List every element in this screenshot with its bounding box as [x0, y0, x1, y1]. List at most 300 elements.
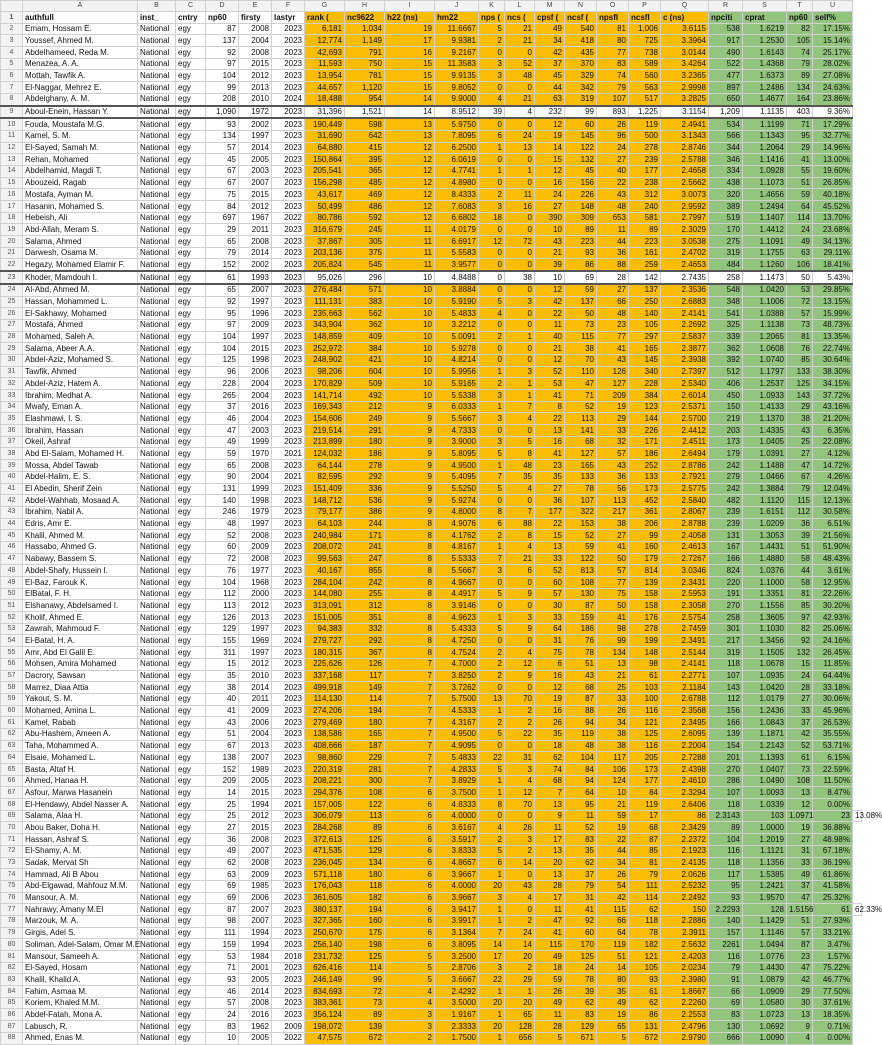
table-cell[interactable]: 208,072 [305, 541, 345, 553]
table-cell[interactable]: 19.60% [813, 165, 853, 177]
table-cell[interactable]: 137 [206, 35, 239, 47]
table-cell[interactable]: 509 [345, 378, 385, 390]
table-cell[interactable]: 2.6014 [661, 390, 709, 402]
table-cell[interactable]: 52 [535, 366, 565, 378]
table-cell[interactable]: 672 [345, 1032, 385, 1044]
table-cell[interactable]: 38 [787, 413, 813, 425]
table-cell[interactable]: egy [176, 271, 206, 284]
header-cell[interactable]: np60 [787, 12, 813, 24]
table-cell[interactable]: 63 [535, 93, 565, 105]
table-cell[interactable]: National [138, 857, 176, 869]
table-cell[interactable]: 14 [385, 93, 435, 105]
table-cell[interactable]: 122 [565, 142, 597, 154]
table-cell[interactable]: 51 [787, 177, 813, 189]
table-cell[interactable]: 167 [709, 541, 743, 553]
row-number[interactable]: 49 [1, 577, 23, 589]
table-cell[interactable]: 2.3491 [661, 635, 709, 647]
table-cell[interactable]: 65 [597, 1021, 629, 1033]
table-cell[interactable]: 52 [206, 530, 239, 542]
table-cell[interactable]: 2002 [239, 259, 272, 271]
table-cell[interactable]: 1,090 [206, 106, 239, 119]
table-cell[interactable]: 3.2825 [661, 93, 709, 105]
table-cell[interactable]: 1.0407 [743, 764, 787, 776]
table-cell[interactable]: 0 [479, 284, 505, 296]
table-cell[interactable]: 43 [597, 354, 629, 366]
table-cell[interactable]: 250 [629, 296, 661, 308]
table-cell[interactable]: egy [176, 506, 206, 518]
table-cell[interactable]: 305 [345, 236, 385, 248]
table-cell[interactable]: 2023 [272, 343, 305, 355]
table-cell[interactable]: 13 [535, 869, 565, 881]
table-cell[interactable]: 5.9956 [435, 366, 479, 378]
table-cell[interactable]: 165 [345, 728, 385, 740]
table-cell[interactable]: 12 [385, 189, 435, 201]
table-cell[interactable]: 7 [385, 728, 435, 740]
table-cell[interactable]: 61 [813, 904, 853, 916]
table-cell[interactable]: 191 [709, 588, 743, 600]
table-cell[interactable]: 176 [629, 612, 661, 624]
table-cell[interactable]: 1 [479, 401, 505, 413]
table-cell[interactable]: 43 [206, 717, 239, 729]
table-cell[interactable]: 0 [479, 319, 505, 331]
column-header-r[interactable]: R [709, 1, 743, 12]
table-cell[interactable]: 6 [385, 869, 435, 881]
table-cell[interactable]: Mostafa, Ahmed [23, 319, 138, 331]
table-cell[interactable]: 48 [597, 201, 629, 213]
table-cell[interactable]: 144 [629, 413, 661, 425]
table-cell[interactable]: 38 [206, 682, 239, 694]
table-cell[interactable]: 48.73% [813, 319, 853, 331]
table-cell[interactable]: 113 [597, 495, 629, 507]
table-cell[interactable]: 3.47% [813, 939, 853, 951]
table-cell[interactable]: 300 [345, 775, 385, 787]
row-number[interactable]: 68 [1, 799, 23, 811]
table-cell[interactable]: 49 [787, 236, 813, 248]
table-cell[interactable]: egy [176, 82, 206, 94]
table-cell[interactable]: 7 [385, 658, 435, 670]
table-cell[interactable]: 1.4335 [743, 425, 787, 437]
table-cell[interactable]: 13 [479, 693, 505, 705]
table-cell[interactable]: 2.2553 [661, 1009, 709, 1021]
table-cell[interactable]: National [138, 1032, 176, 1044]
table-cell[interactable]: 129 [206, 623, 239, 635]
table-cell[interactable]: 367 [345, 647, 385, 659]
table-cell[interactable]: 342 [565, 82, 597, 94]
table-cell[interactable]: 45 [206, 154, 239, 166]
table-cell[interactable]: 2.5837 [661, 331, 709, 343]
table-cell[interactable]: 242 [709, 460, 743, 472]
table-cell[interactable]: 45 [565, 165, 597, 177]
table-cell[interactable]: 2.9592 [661, 201, 709, 213]
table-cell[interactable]: 160 [629, 541, 661, 553]
table-cell[interactable]: 1999 [239, 483, 272, 495]
table-cell[interactable]: 2004 [239, 378, 272, 390]
table-cell[interactable]: 339 [709, 331, 743, 343]
table-cell[interactable]: 1.1356 [743, 857, 787, 869]
table-cell[interactable]: 4.7524 [435, 647, 479, 659]
table-cell[interactable]: ElBatal, F. H. [23, 588, 138, 600]
table-cell[interactable]: El-Naggar, Mehrez E. [23, 82, 138, 94]
table-cell[interactable]: 2012 [239, 201, 272, 213]
table-cell[interactable]: 1962 [239, 1021, 272, 1033]
table-cell[interactable]: 403 [787, 106, 813, 119]
table-cell[interactable]: egy [176, 705, 206, 717]
table-cell[interactable]: 2003 [239, 165, 272, 177]
table-cell[interactable]: 33 [787, 857, 813, 869]
table-cell[interactable]: 5.5338 [435, 390, 479, 402]
table-cell[interactable]: 284,104 [305, 577, 345, 589]
table-cell[interactable]: 2023 [272, 296, 305, 308]
table-cell[interactable]: 30 [787, 997, 813, 1009]
table-cell[interactable]: 11.85% [813, 658, 853, 670]
table-cell[interactable]: 36.19% [813, 857, 853, 869]
table-cell[interactable]: 1.1473 [743, 271, 787, 284]
table-cell[interactable]: 8.9512 [435, 106, 479, 119]
table-cell[interactable]: 94 [565, 775, 597, 787]
table-cell[interactable]: 1.4431 [743, 541, 787, 553]
table-cell[interactable]: 2022 [272, 212, 305, 224]
table-cell[interactable]: 93 [206, 118, 239, 130]
table-cell[interactable]: 7 [385, 775, 435, 787]
table-cell[interactable]: 92 [206, 296, 239, 308]
header-cell[interactable]: cpsf ( [535, 12, 565, 24]
table-cell[interactable]: 309 [565, 212, 597, 224]
table-cell[interactable]: 3 [505, 612, 535, 624]
row-number[interactable]: 79 [1, 927, 23, 939]
table-cell[interactable]: 477 [709, 70, 743, 82]
table-cell[interactable]: 6.6802 [435, 212, 479, 224]
table-cell[interactable]: 78 [565, 974, 597, 986]
table-cell[interactable]: 2023 [272, 682, 305, 694]
table-cell[interactable]: 311 [206, 647, 239, 659]
table-cell[interactable]: Salama, Ahmed [23, 236, 138, 248]
table-cell[interactable]: 43 [505, 880, 535, 892]
table-cell[interactable]: 158 [629, 588, 661, 600]
table-cell[interactable]: 239 [709, 518, 743, 530]
table-cell[interactable]: 2013 [239, 740, 272, 752]
table-cell[interactable]: National [138, 647, 176, 659]
table-cell[interactable]: 3 [385, 1009, 435, 1021]
table-cell[interactable]: 2023 [272, 728, 305, 740]
table-cell[interactable]: Mohamed, Amina L. [23, 705, 138, 717]
table-cell[interactable]: National [138, 600, 176, 612]
table-cell[interactable]: 117 [597, 752, 629, 764]
table-cell[interactable]: 1.3456 [743, 635, 787, 647]
table-cell[interactable]: 130 [709, 1021, 743, 1033]
table-cell[interactable]: 2.4292 [435, 986, 479, 998]
table-cell[interactable]: 361,605 [305, 892, 345, 904]
table-cell[interactable]: 2004 [239, 35, 272, 47]
table-cell[interactable]: 7 [385, 670, 435, 682]
table-cell[interactable]: 2.4511 [661, 436, 709, 448]
table-cell[interactable]: 44 [597, 236, 629, 248]
table-cell[interactable]: 24.16% [813, 635, 853, 647]
table-cell[interactable]: 198 [345, 939, 385, 951]
table-cell[interactable]: 2009 [239, 869, 272, 881]
table-cell[interactable]: 46 [206, 986, 239, 998]
table-cell[interactable]: El-Shamy, A. M. [23, 845, 138, 857]
table-cell[interactable]: El-Sayed, Hosam [23, 962, 138, 974]
table-cell[interactable]: 78 [629, 927, 661, 939]
table-cell[interactable]: Abdel-Aziz, Mohamed S. [23, 354, 138, 366]
table-cell[interactable]: egy [176, 670, 206, 682]
table-cell[interactable]: 471,535 [305, 845, 345, 857]
row-number[interactable]: 63 [1, 740, 23, 752]
table-cell[interactable]: 74 [787, 47, 813, 59]
table-cell[interactable]: 13 [535, 425, 565, 437]
header-cell[interactable]: ncsfl [629, 12, 661, 24]
table-cell[interactable]: 1.0971 [787, 810, 813, 822]
table-cell[interactable]: 2008 [239, 530, 272, 542]
table-cell[interactable]: 36.88% [813, 822, 853, 834]
table-cell[interactable]: 855 [345, 565, 385, 577]
table-cell[interactable]: 68 [565, 436, 597, 448]
table-cell[interactable]: National [138, 366, 176, 378]
table-cell[interactable]: 4.9076 [435, 518, 479, 530]
table-cell[interactable]: 2.3058 [661, 600, 709, 612]
table-cell[interactable]: 47 [787, 460, 813, 472]
row-number[interactable]: 56 [1, 658, 23, 670]
table-cell[interactable]: National [138, 1009, 176, 1021]
row-number[interactable]: 60 [1, 705, 23, 717]
row-number[interactable]: 35 [1, 413, 23, 425]
table-cell[interactable]: 158 [629, 600, 661, 612]
table-cell[interactable]: 77.50% [813, 986, 853, 998]
table-cell[interactable]: National [138, 413, 176, 425]
table-cell[interactable]: 44 [787, 565, 813, 577]
table-cell[interactable]: 5.4333 [435, 623, 479, 635]
table-cell[interactable]: 31 [505, 752, 535, 764]
table-cell[interactable]: egy [176, 189, 206, 201]
table-cell[interactable]: 3.0073 [661, 189, 709, 201]
table-cell[interactable]: 14 [535, 142, 565, 154]
table-cell[interactable]: 6 [385, 904, 435, 916]
table-cell[interactable]: 2008 [239, 857, 272, 869]
table-cell[interactable]: 13.00% [813, 154, 853, 166]
table-cell[interactable]: 28 [535, 880, 565, 892]
table-cell[interactable]: 450 [709, 390, 743, 402]
table-cell[interactable]: 219 [709, 413, 743, 425]
table-cell[interactable]: 41 [597, 541, 629, 553]
table-cell[interactable]: 2004 [239, 390, 272, 402]
table-cell[interactable]: 12 [385, 201, 435, 213]
column-header-l[interactable]: L [505, 1, 535, 12]
header-cell[interactable]: cprat [743, 12, 787, 24]
table-cell[interactable]: 256,140 [305, 939, 345, 951]
table-cell[interactable]: 438 [709, 177, 743, 189]
table-cell[interactable]: 29 [787, 986, 813, 998]
table-cell[interactable]: 49 [206, 436, 239, 448]
table-cell[interactable]: 56 [597, 483, 629, 495]
table-cell[interactable]: 1.1871 [743, 728, 787, 740]
table-cell[interactable]: 16 [535, 436, 565, 448]
table-cell[interactable]: 33 [597, 693, 629, 705]
table-cell[interactable]: 4.8333 [435, 799, 479, 811]
table-cell[interactable]: 0 [479, 682, 505, 694]
table-cell[interactable]: El-Baz, Farouk K. [23, 577, 138, 589]
table-cell[interactable]: 485 [345, 177, 385, 189]
table-cell[interactable]: egy [176, 224, 206, 236]
table-cell[interactable]: 35 [597, 986, 629, 998]
table-cell[interactable]: 97 [206, 58, 239, 70]
table-cell[interactable]: 2023 [272, 974, 305, 986]
table-cell[interactable]: 25 [206, 810, 239, 822]
table-cell[interactable]: 361 [629, 506, 661, 518]
table-cell[interactable]: 217 [709, 635, 743, 647]
table-cell[interactable]: Mohamed, Saleh A. [23, 331, 138, 343]
table-cell[interactable]: 2.2692 [661, 319, 709, 331]
table-cell[interactable]: 89 [345, 822, 385, 834]
table-cell[interactable]: National [138, 658, 176, 670]
table-cell[interactable]: 2010 [239, 670, 272, 682]
table-cell[interactable]: 28.02% [813, 58, 853, 70]
table-cell[interactable]: 9.36% [813, 106, 853, 119]
table-cell[interactable]: 93 [206, 974, 239, 986]
table-cell[interactable]: 77 [597, 577, 629, 589]
table-cell[interactable]: 73 [345, 997, 385, 1009]
column-header-o[interactable]: O [597, 1, 629, 12]
table-cell[interactable]: 51 [787, 541, 813, 553]
table-cell[interactable]: 2 [479, 331, 505, 343]
table-cell[interactable]: 2023 [272, 740, 305, 752]
table-cell[interactable]: 104 [565, 752, 597, 764]
table-cell[interactable]: 122 [345, 799, 385, 811]
table-cell[interactable]: Soliman, Adel-Salam, Omar M.E. [23, 939, 138, 951]
table-cell[interactable]: 2023 [272, 366, 305, 378]
table-cell[interactable]: Hassabo, Ahmed G. [23, 541, 138, 553]
table-cell[interactable]: 28 [787, 682, 813, 694]
table-cell[interactable]: Menazea, A. A. [23, 58, 138, 70]
table-cell[interactable]: 2.5840 [661, 495, 709, 507]
table-cell[interactable]: 83 [709, 1009, 743, 1021]
table-cell[interactable]: 2 [479, 717, 505, 729]
table-cell[interactable]: 2.6095 [661, 728, 709, 740]
table-cell[interactable]: 240,984 [305, 530, 345, 542]
table-cell[interactable]: 6 [385, 845, 435, 857]
table-cell[interactable]: 4.0000 [435, 880, 479, 892]
table-cell[interactable]: 194 [345, 904, 385, 916]
table-cell[interactable]: 2000 [239, 588, 272, 600]
table-cell[interactable]: 2.4141 [661, 308, 709, 320]
header-cell[interactable]: np60 [206, 12, 239, 24]
table-cell[interactable]: 0 [505, 224, 535, 236]
column-header-d[interactable]: D [206, 1, 239, 12]
table-cell[interactable]: 38.30% [813, 366, 853, 378]
table-cell[interactable]: 111,131 [305, 296, 345, 308]
table-cell[interactable]: 225,626 [305, 658, 345, 670]
table-cell[interactable]: 9 [385, 436, 435, 448]
table-cell[interactable]: 52 [565, 401, 597, 413]
table-cell[interactable]: 0 [505, 284, 535, 296]
table-cell[interactable]: 127 [565, 448, 597, 460]
table-cell[interactable]: 1.3053 [743, 530, 787, 542]
table-cell[interactable]: 1.0580 [743, 997, 787, 1009]
table-cell[interactable]: 2.4203 [661, 951, 709, 963]
table-cell[interactable]: 4.8980 [435, 177, 479, 189]
table-cell[interactable]: 38 [597, 728, 629, 740]
table-cell[interactable]: 2.4135 [661, 857, 709, 869]
table-cell[interactable]: 2023 [272, 834, 305, 846]
row-number[interactable]: 44 [1, 518, 23, 530]
table-cell[interactable]: National [138, 799, 176, 811]
table-cell[interactable]: 1994 [239, 799, 272, 811]
table-cell[interactable]: 893 [597, 106, 629, 119]
table-cell[interactable]: 1.2143 [743, 740, 787, 752]
table-cell[interactable]: Abdel-Shafy, Hussein I. [23, 565, 138, 577]
table-cell[interactable]: 589 [629, 58, 661, 70]
table-cell[interactable]: 151,409 [305, 483, 345, 495]
table-cell[interactable]: 33 [535, 612, 565, 624]
table-cell[interactable]: 247 [345, 553, 385, 565]
table-cell[interactable]: 67 [206, 165, 239, 177]
table-cell[interactable]: 1.1488 [743, 460, 787, 472]
table-cell[interactable]: 2.3294 [661, 787, 709, 799]
row-number[interactable]: 61 [1, 717, 23, 729]
table-cell[interactable]: 1.1505 [743, 647, 787, 659]
table-cell[interactable]: 356,124 [305, 1009, 345, 1021]
table-cell[interactable]: 104 [206, 577, 239, 589]
table-cell[interactable]: egy [176, 822, 206, 834]
table-cell[interactable]: 79 [709, 962, 743, 974]
table-cell[interactable]: National [138, 670, 176, 682]
table-cell[interactable]: 4.9500 [435, 728, 479, 740]
table-cell[interactable]: 2023 [272, 483, 305, 495]
table-cell[interactable]: egy [176, 436, 206, 448]
row-number[interactable]: 76 [1, 892, 23, 904]
table-cell[interactable]: 5 [597, 1032, 629, 1044]
table-cell[interactable]: National [138, 939, 176, 951]
table-cell[interactable]: 154,606 [305, 413, 345, 425]
table-cell[interactable]: 25 [206, 799, 239, 811]
table-cell[interactable]: 26 [597, 705, 629, 717]
table-cell[interactable]: 292 [345, 635, 385, 647]
table-cell[interactable]: 1.0466 [743, 471, 787, 483]
table-cell[interactable]: 118 [345, 880, 385, 892]
table-cell[interactable]: 6 [385, 857, 435, 869]
table-cell[interactable]: 3 [479, 201, 505, 213]
table-cell[interactable]: Mansour, A. M. [23, 892, 138, 904]
table-cell[interactable]: 112 [206, 588, 239, 600]
table-cell[interactable]: 3.3964 [661, 35, 709, 47]
table-cell[interactable]: 176,043 [305, 880, 345, 892]
row-number[interactable]: 15 [1, 177, 23, 189]
table-cell[interactable]: 0 [505, 600, 535, 612]
table-cell[interactable]: 72 [787, 296, 813, 308]
table-cell[interactable]: 9.9135 [435, 70, 479, 82]
table-cell[interactable]: egy [176, 647, 206, 659]
table-cell[interactable]: 7 [479, 553, 505, 565]
table-cell[interactable]: 90 [206, 471, 239, 483]
table-cell[interactable]: Zawrah, Mahmoud F. [23, 623, 138, 635]
table-cell[interactable]: egy [176, 142, 206, 154]
table-cell[interactable]: National [138, 259, 176, 271]
table-cell[interactable]: egy [176, 212, 206, 224]
table-cell[interactable]: Rehan, Mohamed [23, 154, 138, 166]
table-cell[interactable]: 166 [709, 717, 743, 729]
table-cell[interactable]: 1,521 [345, 106, 385, 119]
table-cell[interactable]: egy [176, 413, 206, 425]
table-cell[interactable]: 118 [629, 915, 661, 927]
table-cell[interactable]: 67 [787, 471, 813, 483]
table-cell[interactable]: 42 [787, 728, 813, 740]
table-cell[interactable]: 26 [505, 822, 535, 834]
table-cell[interactable]: 8 [385, 588, 435, 600]
table-cell[interactable]: 1998 [239, 495, 272, 507]
table-cell[interactable]: Kamel, Rabab [23, 717, 138, 729]
table-cell[interactable]: egy [176, 997, 206, 1009]
table-cell[interactable]: Okeil, Ashraf [23, 436, 138, 448]
table-cell[interactable]: 25.17% [813, 47, 853, 59]
